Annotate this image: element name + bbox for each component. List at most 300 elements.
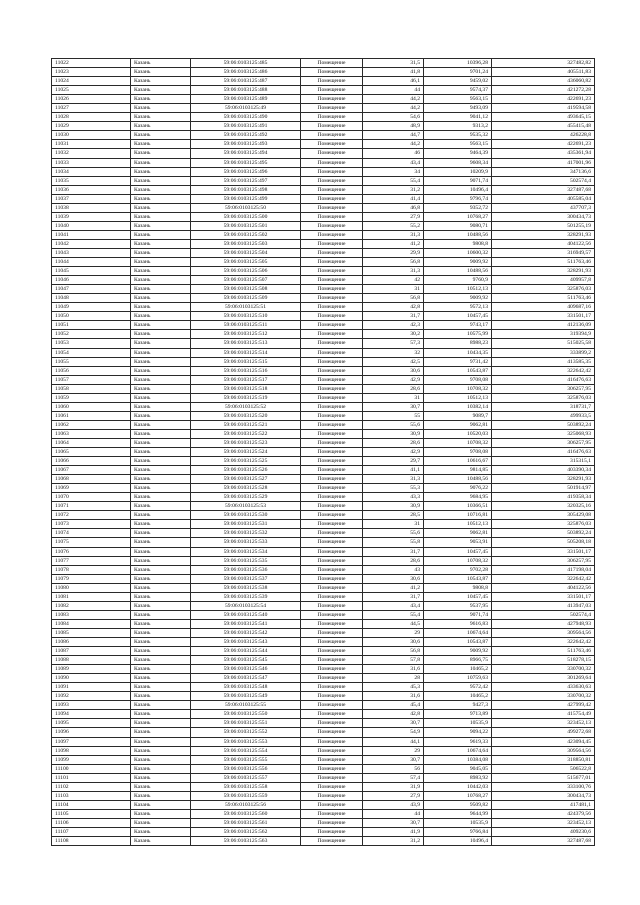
object-type-cell: Помещение [301,402,363,411]
area-cell: 56 [363,764,424,773]
table-row [52,692,595,701]
cadastral-number-cell: 59:06:0103125:545 [191,656,301,665]
object-type-cell: Помещение [301,782,363,791]
cadastral-value-cell: 419358,34 [492,493,595,502]
area-cell: 31,3 [363,475,424,484]
table-body [52,59,595,846]
unit-price-cell: 9814,85 [424,466,492,475]
cadastral-value-cell: 499933,5 [492,411,595,420]
table-row [52,656,595,665]
locality-cell: Казань [131,176,191,185]
cadastral-value-cell: 405511,83 [492,68,595,77]
object-type-cell: Помещение [301,574,363,583]
table-row [52,375,595,384]
row-number-cell: 11093 [52,701,131,710]
unit-price-cell: 10209,9 [424,167,492,176]
cadastral-number-cell: 59:06:0103125:492 [191,131,301,140]
area-cell: 42,8 [363,303,424,312]
locality-cell: Казань [131,140,191,149]
unit-price-cell: 10457,45 [424,592,492,601]
cadastral-number-cell: 59:06:0103125:499 [191,194,301,203]
cadastral-number-cell: 59:06:0103125:509 [191,294,301,303]
table-row [52,601,595,610]
locality-cell: Казань [131,448,191,457]
object-type-cell: Помещение [301,276,363,285]
property-table [51,58,595,846]
row-number-cell: 11053 [52,339,131,348]
row-number-cell: 11084 [52,619,131,628]
object-type-cell: Помещение [301,656,363,665]
cadastral-value-cell: 405585,04 [492,194,595,203]
table-row [52,203,595,212]
locality-cell: Казань [131,203,191,212]
table-row [52,782,595,791]
cadastral-number-cell: 59:06:0103125:558 [191,782,301,791]
row-number-cell: 11086 [52,638,131,647]
table-row [52,339,595,348]
row-number-cell: 11105 [52,809,131,818]
table-row [52,818,595,827]
row-number-cell: 11092 [52,692,131,701]
object-type-cell: Помещение [301,95,363,104]
cadastral-value-cell: 300434,73 [492,791,595,800]
unit-price-cell: 9537,95 [424,601,492,610]
table-row [52,276,595,285]
area-cell: 55,6 [363,420,424,429]
unit-price-cell: 10600,32 [424,248,492,257]
cadastral-value-cell: 330700,32 [492,665,595,674]
locality-cell: Казань [131,493,191,502]
unit-price-cell: 10488,56 [424,475,492,484]
area-cell: 28 [363,674,424,683]
cadastral-value-cell: 506522,8 [492,764,595,773]
cadastral-number-cell: 59:06:0103125:497 [191,176,301,185]
object-type-cell: Помещение [301,737,363,746]
cadastral-value-cell: 515025,58 [492,339,595,348]
cadastral-number-cell: 59:06:0103125:559 [191,791,301,800]
unit-price-cell: 9808,8 [424,583,492,592]
object-type-cell: Помещение [301,601,363,610]
unit-price-cell: 9713,89 [424,710,492,719]
table-row [52,457,595,466]
table-row [52,529,595,538]
locality-cell: Казань [131,149,191,158]
table-row [52,592,595,601]
cadastral-number-cell: 59:06:0103125:522 [191,429,301,438]
locality-cell: Казань [131,538,191,547]
object-type-cell: Помещение [301,375,363,384]
locality-cell: Казань [131,77,191,86]
table-row [52,321,595,330]
locality-cell: Казань [131,529,191,538]
row-number-cell: 11046 [52,276,131,285]
table-row [52,239,595,248]
cadastral-value-cell: 417481,1 [492,800,595,809]
table-row [52,764,595,773]
table-row [52,402,595,411]
area-cell: 54,9 [363,728,424,737]
unit-price-cell: 9731,42 [424,357,492,366]
locality-cell: Казань [131,411,191,420]
row-number-cell: 11072 [52,511,131,520]
locality-cell: Казань [131,384,191,393]
object-type-cell: Помещение [301,692,363,701]
unit-price-cell: 10535,9 [424,818,492,827]
cadastral-number-cell: 59:06:0103125:505 [191,258,301,267]
area-cell: 30,7 [363,719,424,728]
unit-price-cell: 10488,56 [424,230,492,239]
cadastral-number-cell: 59:06:0103125:533 [191,538,301,547]
row-number-cell: 11051 [52,321,131,330]
area-cell: 43 [363,565,424,574]
object-type-cell: Помещение [301,511,363,520]
object-type-cell: Помещение [301,330,363,339]
unit-price-cell: 9427,3 [424,701,492,710]
cadastral-number-cell: 59:06:0103125:503 [191,239,301,248]
object-type-cell: Помещение [301,466,363,475]
object-type-cell: Помещение [301,429,363,438]
row-number-cell: 11079 [52,574,131,583]
locality-cell: Казань [131,258,191,267]
row-number-cell: 11050 [52,312,131,321]
area-cell: 27,9 [363,791,424,800]
area-cell: 41,2 [363,239,424,248]
table-row [52,294,595,303]
locality-cell: Казань [131,683,191,692]
cadastral-value-cell: 515677,01 [492,773,595,782]
cadastral-number-cell: 59:06:0103125:540 [191,610,301,619]
table-row [52,140,595,149]
cadastral-value-cell: 322642,42 [492,366,595,375]
row-number-cell: 11094 [52,710,131,719]
object-type-cell: Помещение [301,285,363,294]
cadastral-value-cell: 455415,48 [492,122,595,131]
area-cell: 57,8 [363,656,424,665]
unit-price-cell: 10512,13 [424,393,492,402]
area-cell: 43,3 [363,493,424,502]
locality-cell: Казань [131,809,191,818]
unit-price-cell: 9045,05 [424,764,492,773]
cadastral-value-cell: 436060,82 [492,77,595,86]
row-number-cell: 11037 [52,194,131,203]
locality-cell: Казань [131,656,191,665]
cadastral-value-cell: 316949,57 [492,248,595,257]
object-type-cell: Помещение [301,239,363,248]
unit-price-cell: 8983,92 [424,773,492,782]
object-type-cell: Помещение [301,565,363,574]
row-number-cell: 11073 [52,520,131,529]
cadastral-number-cell: 59:06:0103125:526 [191,466,301,475]
area-cell: 30,7 [363,402,424,411]
locality-cell: Казань [131,773,191,782]
table-row [52,59,595,68]
locality-cell: Казань [131,294,191,303]
unit-price-cell: 10768,27 [424,791,492,800]
cadastral-value-cell: 331501,17 [492,547,595,556]
unit-price-cell: 9563,15 [424,140,492,149]
area-cell: 42,3 [363,321,424,330]
unit-price-cell: 9708,08 [424,448,492,457]
locality-cell: Казань [131,393,191,402]
cadastral-number-cell: 59:06:0103125:494 [191,149,301,158]
object-type-cell: Помещение [301,149,363,158]
cadastral-value-cell: 416476,63 [492,448,595,457]
area-cell: 29 [363,628,424,637]
locality-cell: Казань [131,674,191,683]
locality-cell: Казань [131,638,191,647]
cadastral-number-cell: 59:06:0103125:530 [191,511,301,520]
table-row [52,619,595,628]
row-number-cell: 11047 [52,285,131,294]
object-type-cell: Помещение [301,294,363,303]
unit-price-cell: 10674,64 [424,628,492,637]
row-number-cell: 11069 [52,484,131,493]
area-cell: 44,2 [363,140,424,149]
locality-cell: Казань [131,466,191,475]
area-cell: 42 [363,276,424,285]
table-row [52,511,595,520]
unit-price-cell: 9572,42 [424,683,492,692]
cadastral-value-cell: 328291,93 [492,230,595,239]
cadastral-number-cell: 59:06:0103125:501 [191,221,301,230]
object-type-cell: Помещение [301,303,363,312]
object-type-cell: Помещение [301,366,363,375]
cadastral-number-cell: 59:06:0103125:52 [191,402,301,411]
locality-cell: Казань [131,420,191,429]
table-row [52,484,595,493]
object-type-cell: Помещение [301,529,363,538]
cadastral-number-cell: 59:06:0103125:485 [191,59,301,68]
cadastral-number-cell: 59:06:0103125:49 [191,104,301,113]
object-type-cell: Помещение [301,357,363,366]
unit-price-cell: 10457,45 [424,312,492,321]
locality-cell: Казань [131,285,191,294]
unit-price-cell: 10382,14 [424,402,492,411]
area-cell: 42,9 [363,448,424,457]
cadastral-number-cell: 59:06:0103125:524 [191,448,301,457]
area-cell: 55,2 [363,221,424,230]
table-row [52,86,595,95]
locality-cell: Казань [131,764,191,773]
table-row [52,610,595,619]
row-number-cell: 11049 [52,303,131,312]
area-cell: 55,4 [363,176,424,185]
object-type-cell: Помещение [301,475,363,484]
unit-price-cell: 10616,67 [424,457,492,466]
unit-price-cell: 10708,32 [424,438,492,447]
cadastral-value-cell: 320325,16 [492,502,595,511]
object-type-cell: Помещение [301,556,363,565]
area-cell: 31,5 [363,59,424,68]
table-row [52,448,595,457]
object-type-cell: Помещение [301,628,363,637]
object-type-cell: Помещение [301,592,363,601]
cadastral-value-cell: 409957,8 [492,276,595,285]
table-row [52,475,595,484]
unit-price-cell: 10496,4 [424,185,492,194]
object-type-cell: Помещение [301,837,363,846]
cadastral-number-cell: 59:06:0103125:53 [191,502,301,511]
row-number-cell: 11104 [52,800,131,809]
cadastral-number-cell: 59:06:0103125:510 [191,312,301,321]
unit-price-cell: 10465,2 [424,665,492,674]
object-type-cell: Помещение [301,158,363,167]
object-type-cell: Помещение [301,267,363,276]
cadastral-number-cell: 59:06:0103125:562 [191,827,301,836]
object-type-cell: Помещение [301,547,363,556]
row-number-cell: 11058 [52,384,131,393]
locality-cell: Казань [131,710,191,719]
unit-price-cell: 9574,37 [424,86,492,95]
area-cell: 31,2 [363,837,424,846]
locality-cell: Казань [131,827,191,836]
object-type-cell: Помещение [301,610,363,619]
locality-cell: Казань [131,818,191,827]
locality-cell: Казань [131,185,191,194]
area-cell: 30,7 [363,818,424,827]
cadastral-number-cell: 59:06:0103125:529 [191,493,301,502]
row-number-cell: 11040 [52,221,131,230]
object-type-cell: Помещение [301,683,363,692]
table-row [52,312,595,321]
cadastral-value-cell: 328291,93 [492,475,595,484]
object-type-cell: Помещение [301,167,363,176]
locality-cell: Казань [131,357,191,366]
unit-price-cell: 9619,33 [424,737,492,746]
locality-cell: Казань [131,330,191,339]
area-cell: 55,8 [363,538,424,547]
locality-cell: Казань [131,221,191,230]
row-number-cell: 11097 [52,737,131,746]
locality-cell: Казань [131,565,191,574]
table-row [52,104,595,113]
area-cell: 54,6 [363,113,424,122]
area-cell: 31,7 [363,547,424,556]
row-number-cell: 11067 [52,466,131,475]
cadastral-number-cell: 59:06:0103125:553 [191,737,301,746]
table-row [52,357,595,366]
object-type-cell: Помещение [301,538,363,547]
row-number-cell: 11039 [52,212,131,221]
unit-price-cell: 10543,87 [424,366,492,375]
unit-price-cell: 10708,32 [424,556,492,565]
object-type-cell: Помещение [301,701,363,710]
table-row [52,230,595,239]
table-row [52,194,595,203]
object-type-cell: Помещение [301,728,363,737]
table-row [52,683,595,692]
area-cell: 41,8 [363,68,424,77]
object-type-cell: Помещение [301,59,363,68]
unit-price-cell: 9644,99 [424,809,492,818]
locality-cell: Казань [131,556,191,565]
area-cell: 30,6 [363,366,424,375]
row-number-cell: 11045 [52,267,131,276]
object-type-cell: Помещение [301,131,363,140]
cadastral-value-cell: 511763,46 [492,647,595,656]
unit-price-cell: 10543,87 [424,638,492,647]
object-type-cell: Помещение [301,77,363,86]
cadastral-number-cell: 59:06:0103125:523 [191,438,301,447]
cadastral-number-cell: 59:06:0103125:516 [191,366,301,375]
locality-cell: Казань [131,366,191,375]
locality-cell: Казань [131,728,191,737]
row-number-cell: 11035 [52,176,131,185]
table-row [52,185,595,194]
cadastral-value-cell: 433630,63 [492,683,595,692]
cadastral-value-cell: 323452,13 [492,818,595,827]
row-number-cell: 11096 [52,728,131,737]
unit-price-cell: 9041,12 [424,113,492,122]
locality-cell: Казань [131,610,191,619]
unit-price-cell: 9702,28 [424,565,492,574]
locality-cell: Казань [131,402,191,411]
cadastral-value-cell: 305429,08 [492,511,595,520]
row-number-cell: 11055 [52,357,131,366]
area-cell: 43,9 [363,800,424,809]
object-type-cell: Помещение [301,520,363,529]
unit-price-cell: 10520,03 [424,429,492,438]
table-row [52,647,595,656]
table-row [52,248,595,257]
table-row [52,68,595,77]
unit-price-cell: 9701,24 [424,68,492,77]
object-type-cell: Помещение [301,140,363,149]
cadastral-value-cell: 330700,32 [492,692,595,701]
cadastral-number-cell: 59:06:0103125:502 [191,230,301,239]
cadastral-number-cell: 59:06:0103125:493 [191,140,301,149]
row-number-cell: 11100 [52,764,131,773]
object-type-cell: Помещение [301,638,363,647]
unit-price-cell: 9608,34 [424,158,492,167]
locality-cell: Казань [131,303,191,312]
object-type-cell: Помещение [301,502,363,511]
table-row [52,122,595,131]
row-number-cell: 11083 [52,610,131,619]
unit-price-cell: 10708,32 [424,384,492,393]
cadastral-number-cell: 59:06:0103125:532 [191,529,301,538]
cadastral-value-cell: 325876,03 [492,393,595,402]
area-cell: 56,8 [363,647,424,656]
row-number-cell: 11082 [52,601,131,610]
row-number-cell: 11060 [52,402,131,411]
row-number-cell: 11078 [52,565,131,574]
row-number-cell: 11085 [52,628,131,637]
cadastral-number-cell: 59:06:0103125:528 [191,484,301,493]
row-number-cell: 11095 [52,719,131,728]
row-number-cell: 11029 [52,122,131,131]
area-cell: 45,4 [363,701,424,710]
object-type-cell: Помещение [301,493,363,502]
row-number-cell: 11088 [52,656,131,665]
area-cell: 31,6 [363,665,424,674]
area-cell: 29,7 [363,457,424,466]
locality-cell: Казань [131,212,191,221]
cadastral-number-cell: 59:06:0103125:515 [191,357,301,366]
row-number-cell: 11103 [52,791,131,800]
locality-cell: Казань [131,248,191,257]
locality-cell: Казань [131,475,191,484]
area-cell: 31,6 [363,692,424,701]
cadastral-number-cell: 59:06:0103125:490 [191,113,301,122]
object-type-cell: Помещение [301,457,363,466]
object-type-cell: Помещение [301,719,363,728]
row-number-cell: 11057 [52,375,131,384]
cadastral-value-cell: 493645,15 [492,113,595,122]
object-type-cell: Помещение [301,230,363,239]
table-row [52,221,595,230]
row-number-cell: 11027 [52,104,131,113]
